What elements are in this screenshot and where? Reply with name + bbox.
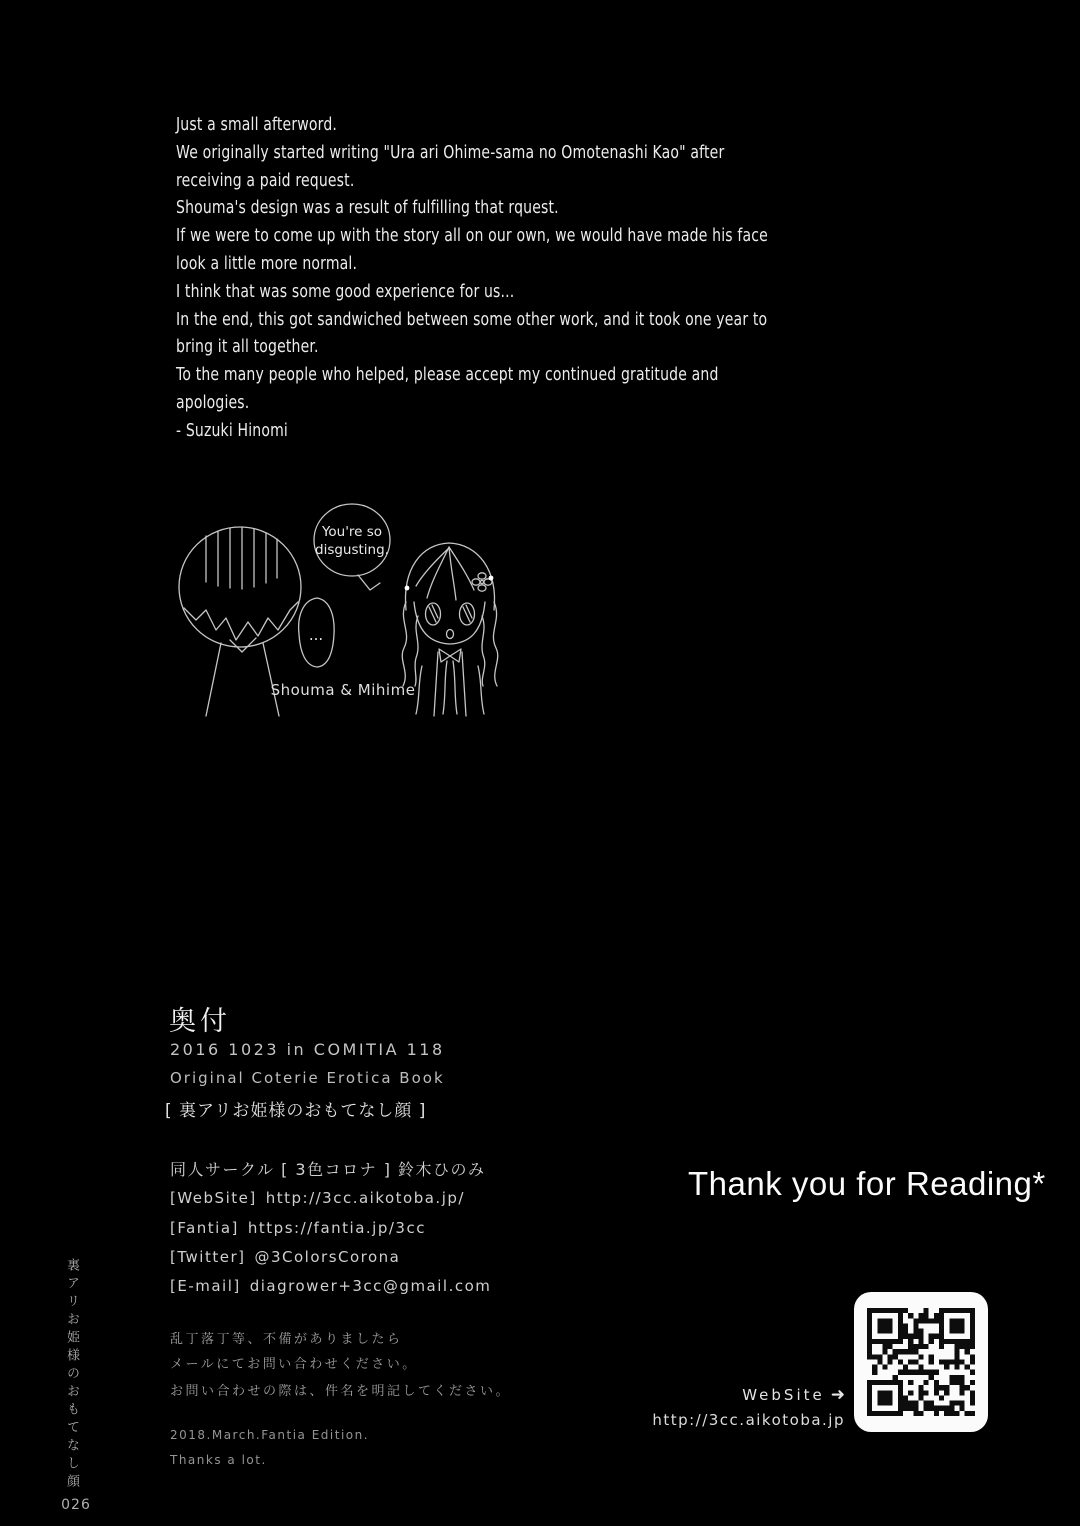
afterword-line: Shouma's design was a result of fulfilling that rquest.: [176, 197, 559, 219]
qr-website-label: [600, 1385, 845, 1405]
flower-accessory-icon: [472, 573, 492, 591]
colophon-event-line: 2016 1023 in COMITIA 118: [170, 1040, 445, 1059]
speech-bubble-text: You're so: [321, 524, 383, 540]
colophon-book-type-line: Original Coterie Erotica Book: [170, 1069, 445, 1087]
contact-value: diagrower+3cc@gmail.com: [249, 1277, 492, 1295]
website-label-text: WebSite: [742, 1386, 825, 1404]
illustration-caption: Shouma & Mihime: [270, 681, 416, 699]
contact-row-twitter: [170, 1248, 400, 1266]
afterword-line: receiving a paid request.: [176, 169, 355, 191]
contact-value: http://3cc.aikotoba.jp/: [265, 1189, 465, 1207]
colophon-note: 乱丁落丁等、不備がありましたら: [170, 1332, 403, 1347]
contact-label: [WebSite]: [170, 1189, 257, 1207]
qr-code-pattern: [867, 1305, 975, 1419]
arrow-right-icon: ➜: [830, 1385, 845, 1405]
ellipsis-text: ...: [308, 626, 324, 644]
afterword-line: - Suzuki Hinomi: [176, 419, 288, 441]
contact-row-email: [170, 1277, 491, 1295]
contact-row-website: [170, 1189, 465, 1207]
afterword-line: We originally started writing "Ura ari Ohime-sama no Omotenashi Kao" after: [176, 141, 725, 163]
colophon-note: メールにてお問い合わせください。: [170, 1357, 418, 1372]
contact-row-fantia: [170, 1219, 426, 1237]
afterword-line: look a little more normal.: [176, 252, 358, 274]
afterword-line: In the end, this got sandwiched between some other work, and it took one year to: [176, 308, 768, 330]
speech-bubble: [314, 504, 390, 590]
colophon-edition-line: 2018.March.Fantia Edition.: [170, 1428, 370, 1442]
afterword-line: To the many people who helped, please accept my continued gratitude and: [176, 364, 719, 386]
speech-bubble-text: disgusting.: [315, 542, 389, 558]
afterword-line: bring it all together.: [176, 336, 319, 358]
page-number: 026: [61, 1497, 91, 1513]
afterword-text: [176, 111, 769, 445]
contact-label: [E-mail]: [170, 1277, 241, 1295]
afterword-line: Just a small afterword.: [176, 114, 338, 135]
sidebar-vertical-title: 裏アリお姫様のおもてなし顔: [64, 1258, 79, 1492]
afterword-line: If we were to come up with the story all on our own, we would have made his face: [176, 225, 768, 247]
colophon-circle-line: 同人サークル [ 3色コロナ ] 鈴木ひのみ: [170, 1160, 486, 1179]
afterword-line: I think that was some good experience for us...: [176, 280, 515, 302]
qr-code: [854, 1292, 988, 1432]
colophon-thanks-line: Thanks a lot.: [170, 1453, 267, 1467]
contact-label: [Twitter]: [170, 1248, 246, 1266]
colophon-note: お問い合わせの際は、件名を明記してください。: [170, 1384, 512, 1399]
ellipsis-bubble: [299, 598, 334, 667]
qr-website-url: http://3cc.aikotoba.jp: [652, 1411, 845, 1429]
colophon-heading: 奥付: [169, 1006, 231, 1037]
contact-value: @3ColorsCorona: [254, 1248, 401, 1266]
contact-label: [Fantia]: [170, 1219, 239, 1237]
thank-you-text: Thank you for Reading*: [688, 1165, 1046, 1202]
contact-value: https://fantia.jp/3cc: [247, 1219, 426, 1237]
colophon-title-line: [ 裏アリお姫様のおもてなし顔 ]: [165, 1101, 427, 1121]
afterword-line: apologies.: [176, 391, 250, 413]
